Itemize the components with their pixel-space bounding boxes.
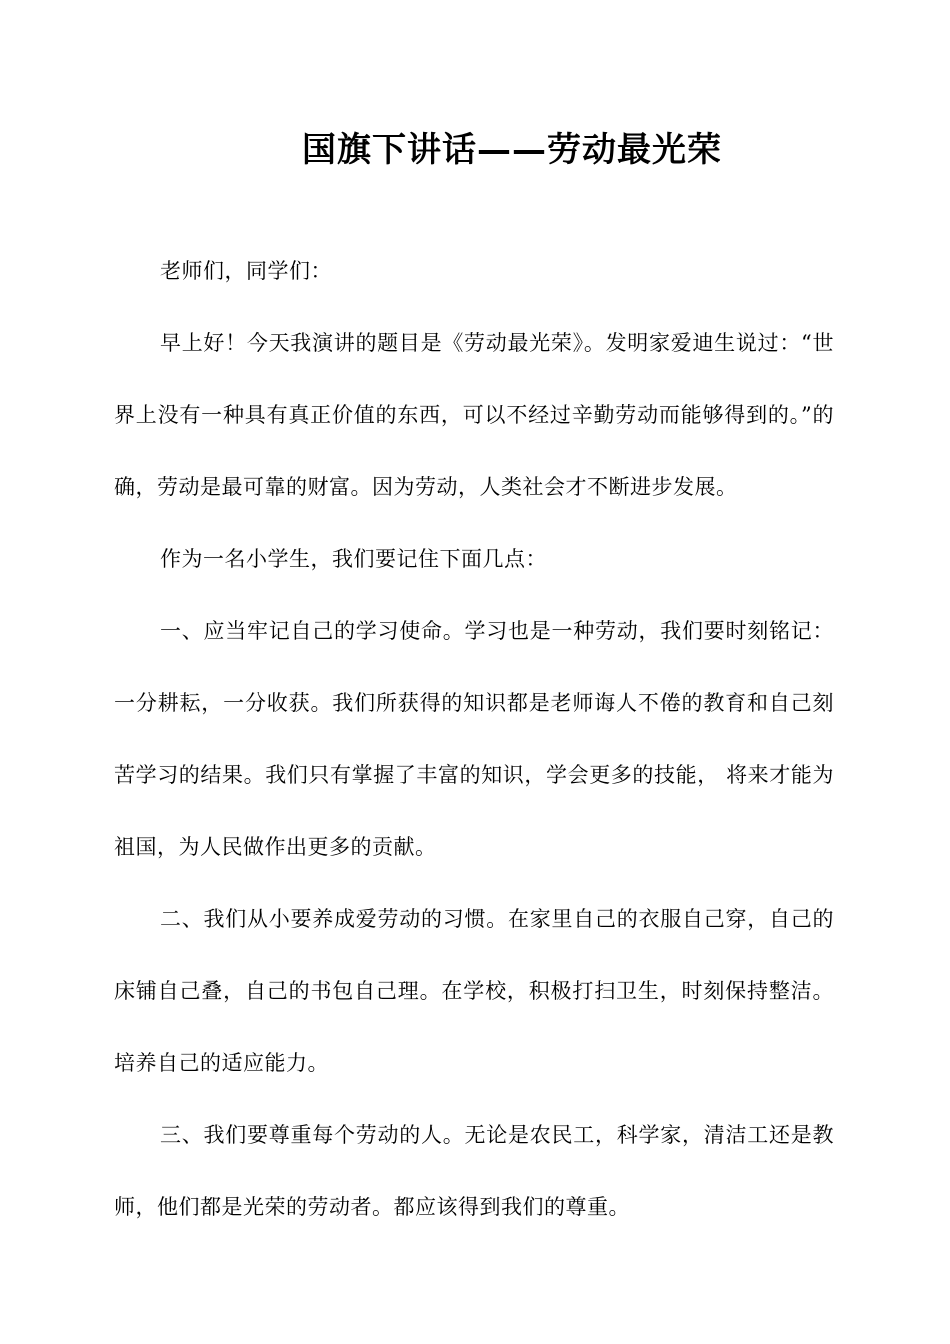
paragraph-greeting: 老师们，同学们： (160, 259, 332, 283)
paragraph-points-lead: 作为一名小学生，我们要记住下面几点： (160, 547, 547, 571)
paragraph-point-three: 三、我们要尊重每个劳动的人。无论是农民工，科学家，清洁工还是教师，他们都是光荣的劳动者。都应该得到我们的尊重。 (114, 1123, 834, 1219)
document-title: 国旗下讲话——劳动最光荣 (302, 130, 722, 170)
document-body (114, 235, 834, 1243)
paragraph-intro: 早上好！今天我演讲的题目是《劳动最光荣》。发明家爱迪生说过：“世界上没有一种具有真正价值的东西，可以不经过辛勤劳动而能够得到的。”的确，劳动是最可靠的财富。因为劳动，人类社会才不断进步发展。 (114, 331, 834, 499)
paragraph-point-two: 二、我们从小要养成爱劳动的习惯。在家里自己的衣服自己穿，自己的床铺自己叠，自己的书包自己理。在学校，积极打扫卫生，时刻保持整洁。培养自己的适应能力。 (114, 907, 834, 1075)
paragraph-point-one: 一、应当牢记自己的学习使命。学习也是一种劳动，我们要时刻铭记：一分耕耘，一分收获。我们所获得的知识都是老师诲人不倦的教育和自己刻苦学习的结果。我们只有掌握了丰富的知识，学会更多的技能， 将来才能为祖国，为人民做作出更多的贡献。 (114, 619, 834, 859)
